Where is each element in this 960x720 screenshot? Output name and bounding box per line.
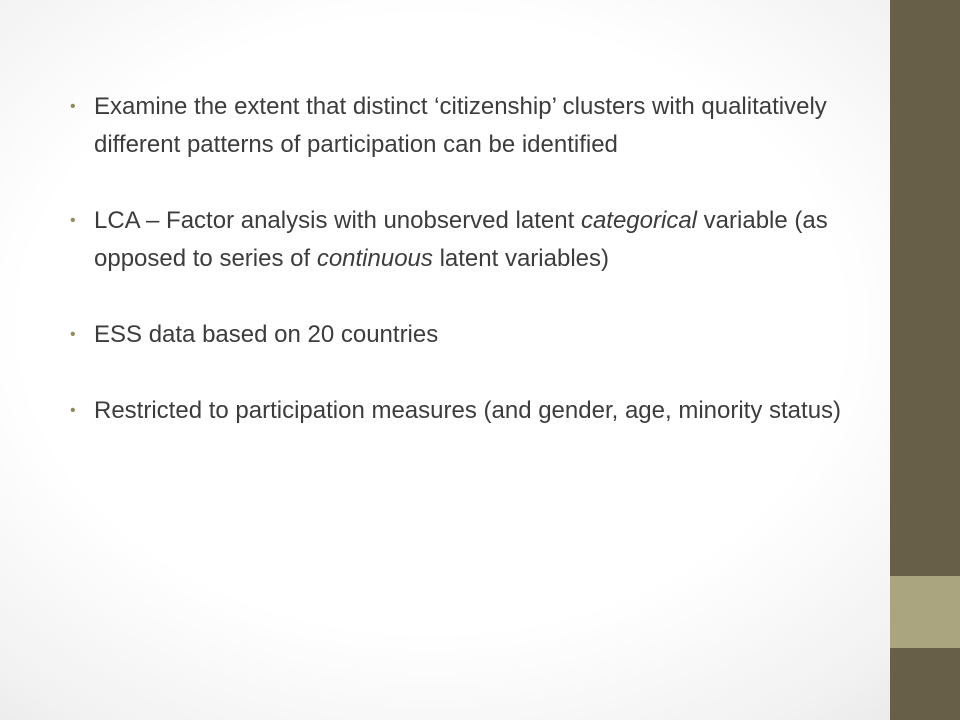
bullet-text-emphasis: categorical [580,207,697,234]
bullet-icon: • [70,402,76,419]
bullet-icon: • [70,212,76,229]
sidebar-accent-bottom [890,648,960,720]
sidebar-accent-top [890,0,960,576]
bullet-icon: • [70,98,76,115]
bullet-icon: • [70,326,76,343]
bullet-item-restriction [70,392,860,430]
bullet-item-objective [70,88,860,164]
bullet-text-part: latent variables) [432,245,609,272]
bullet-text: ESS data based on 20 countries [94,321,439,348]
bullet-text-part: LCA – Factor analysis with unobserved latent [94,207,581,234]
bullet-text-emphasis: continuous [316,245,433,272]
bullet-item-data [70,316,860,354]
bullet-text [94,207,828,272]
sidebar-accent-middle [890,576,960,648]
bullet-text-part: variable (as opposed to series of [94,207,828,272]
bullet-list [70,88,860,468]
bullet-item-lca [70,202,860,278]
bullet-text: Examine the extent that distinct ‘citizenship’ clusters with qualitatively different patterns of participation can be identified [94,93,827,158]
bullet-text: Restricted to participation measures (and gender, age, minority status) [94,397,842,424]
